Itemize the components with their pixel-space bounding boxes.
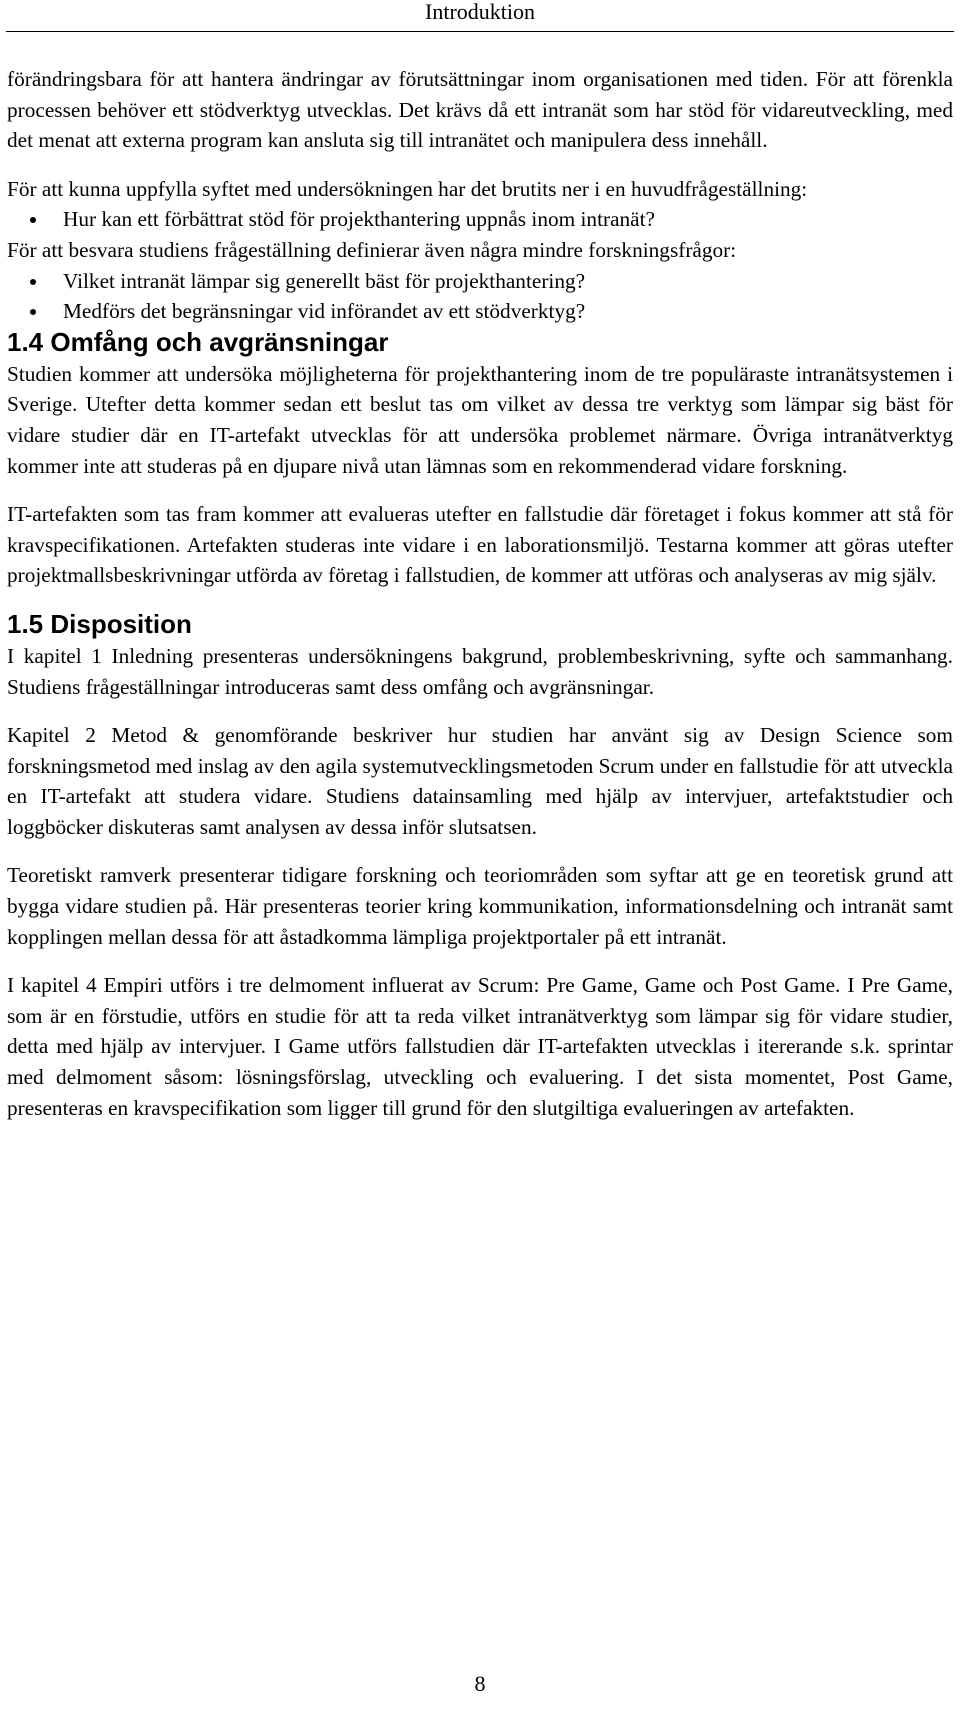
running-header: Introduktion [425,0,535,24]
paragraph-1: förändringsbara för att hantera ändringar av förutsättningar inom organisationen med tiden. För att förenkla processen behöver ett stödverktyg utvecklas. Det krävs då ett intranät som har stöd för vidareutveckling, med det menat att externa program kan ansluta sig till intranätet och manipulera dess innehåll. [7,67,953,153]
paragraph-4: Studien kommer att undersöka möjligheterna för projekthantering inom de tre populäraste intranätsystemen i Sverige. Utefter detta kommer sedan ett beslut tas om vilket av dessa tre verktyg som lämpar sig bäst för vidare studier där en IT-artefakt utvecklas för att undersöka problemet närmare. Övriga intranätverktyg kommer inte att studeras på en djupare nivå utan lämnas som en rekommenderad vidare forskning. [7,361,953,478]
sub-question-list [7,266,953,327]
paragraph-2: För att kunna uppfylla syftet med undersökningen har det brutits ner i en huvudfrågeställning: [7,176,808,201]
paragraph-5: IT-artefakten som tas fram kommer att evalueras utefter en fallstudie där företaget i fokus kommer att stå för kravspecifikationen. Artefakten studeras inte vidare i en laborationsmiljö. Testarna kommer att göras utefter projektmallsbeskrivningar utförda av företag i fallstudien, de kommer att utföras och analyseras av mig själv. [7,502,953,588]
header-rule [6,31,954,32]
section-heading-1-5: 1.5 Disposition [7,608,192,639]
list-item: Hur kan ett förbättrat stöd för projekthantering uppnås inom intranät? [7,204,953,235]
section-heading-1-4: 1.4 Omfång och avgränsningar [7,326,389,357]
paragraph-9: I kapitel 4 Empiri utförs i tre delmoment influerat av Scrum: Pre Game, Game och Post Game. I Pre Game, som är en förstudie, utförs en studie för att ta reda vilket intranätverktyg som lämpar sig för vidare studier, detta med hjälp av intervjuer. I Game utförs fallstudien där IT-artefakten utvecklas i itererande s.k. sprintar med delmoment såsom: lösningsförslag, utveckling och evaluering. I det sista momentet, Post Game, presenteras en kravspecifikation som ligger till grund för den slutgiltiga evalueringen av artefakten. [7,973,953,1120]
paragraph-7: Kapitel 2 Metod & genomförande beskriver hur studien har använt sig av Design Science som forskningsmetod med inslag av den agila systemutvecklingsmetoden Scrum under en fallstudie för att utveckla en IT-artefakt att studera vidare. Studiens datainsamling med hjälp av intervjuer, artefaktstudier och loggböcker diskuteras samt analysen av dessa inför slutsatsen. [7,723,953,839]
page-number: 8 [474,1671,486,1696]
paragraph-6: I kapitel 1 Inledning presenteras undersökningens bakgrund, problembeskrivning, syfte och sammanhang. Studiens frågeställningar introduceras samt dess omfång och avgränsningar. [7,643,953,699]
paragraph-3: För att besvara studiens frågeställning definierar även några mindre forskningsfrågor: [7,237,737,262]
list-item: Vilket intranät lämpar sig generellt bäst för projekthantering? [7,266,953,297]
list-item: Medförs det begränsningar vid införandet av ett stödverktyg? [7,296,953,327]
main-question-list [7,204,953,235]
paragraph-8: Teoretiskt ramverk presenterar tidigare forskning och teoriområden som syftar att ge en teoretisk grund att bygga vidare studien på. Här presenteras teorier kring kommunikation, informationsdelning och intranät samt kopplingen mellan dessa för att åstadkomma lämpliga projektportaler på ett intranät. [7,863,953,949]
page-content [7,64,953,1123]
